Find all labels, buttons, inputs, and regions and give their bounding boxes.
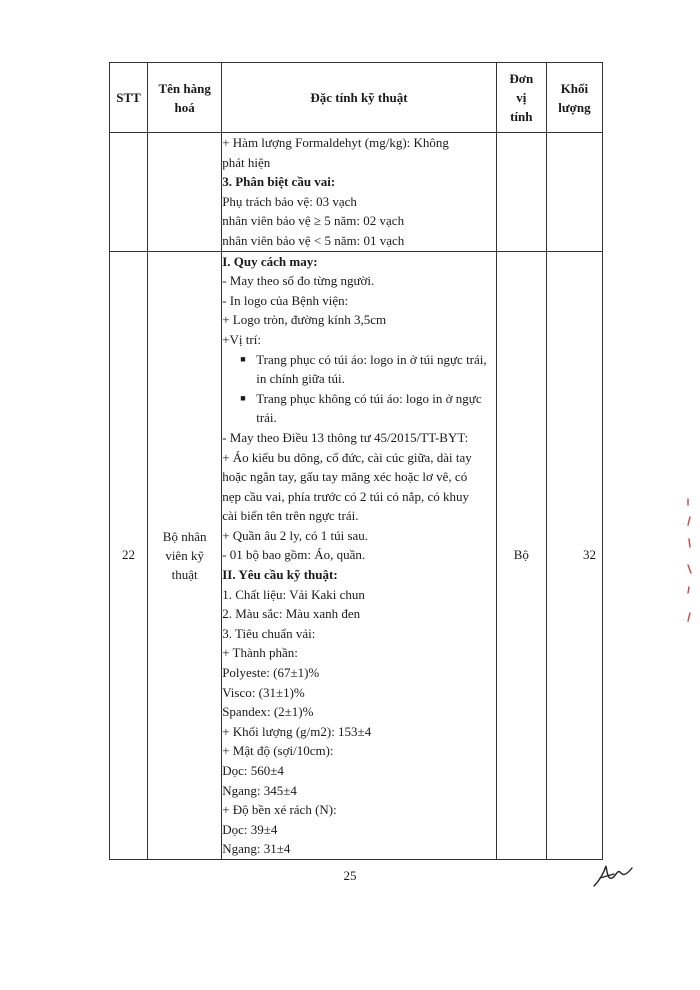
- spec-line: 3. Tiêu chuẩn vải:: [222, 625, 316, 641]
- header-unit: Đơn vị tính: [496, 63, 546, 133]
- spec-line: + Khối lượng (g/m2): 153±4: [222, 723, 372, 739]
- bullet-item: ■ Trang phục có túi áo: logo in ở túi ngực trái, in chính giữa túi.: [222, 350, 496, 389]
- spec-line: nẹp cầu vai, phía trước có 2 túi có nắp, có khuy: [222, 488, 469, 504]
- stt-cell: [110, 133, 148, 252]
- spec-line: nhân viên bảo vệ ≥ 5 năm: 02 vạch: [222, 213, 405, 229]
- spec-line: Polyeste: (67±1)%: [222, 665, 320, 681]
- bullet-item: ■ Trang phục không có túi áo: logo in ở ngực trái.: [222, 389, 496, 428]
- spec-line: + Mật độ (sợi/10cm):: [222, 743, 334, 759]
- spec-line: Visco: (31±1)%: [222, 684, 305, 700]
- spec-line: Spandex: (2±1)%: [222, 704, 314, 720]
- unit-cell: Bộ: [496, 251, 546, 859]
- spec-heading: II. Yêu cầu kỹ thuật:: [222, 567, 338, 583]
- spec-cell: [222, 251, 497, 859]
- item-name-cell: [148, 133, 222, 252]
- page-number: 25: [343, 868, 357, 883]
- header-stt: STT: [110, 63, 148, 133]
- spec-line: - May theo Điều 13 thông tư 45/2015/TT-BYT:: [222, 429, 469, 445]
- spec-line: Dọc: 39±4: [222, 821, 278, 837]
- spec-line: + Áo kiểu bu dông, cổ đức, cài cúc giữa, dài tay: [222, 449, 472, 465]
- spec-line: + Độ bền xé rách (N):: [222, 802, 337, 818]
- table-header-row: [110, 63, 603, 133]
- specification-table: [109, 62, 603, 860]
- spec-line: Ngang: 31±4: [222, 841, 291, 857]
- quantity-cell: 32: [546, 251, 602, 859]
- spec-line: - 01 bộ bao gồm: Áo, quần.: [222, 547, 366, 563]
- spec-line: + Hàm lượng Formaldehyt (mg/kg): Không: [222, 135, 449, 150]
- square-bullet-icon: ■: [240, 353, 246, 364]
- spec-line: cài biển tên trên ngực trái.: [222, 508, 359, 524]
- square-bullet-icon: ■: [240, 392, 246, 403]
- spec-cell: [222, 133, 497, 252]
- item-name-cell: Bộ nhân viên kỹ thuật: [148, 251, 222, 859]
- stamp-edge-icon: [676, 495, 696, 635]
- spec-line: nhân viên bảo vệ < 5 năm: 01 vạch: [222, 232, 405, 248]
- unit-cell: [496, 133, 546, 252]
- spec-line: - May theo số đo từng người.: [222, 273, 375, 289]
- header-specification: Đặc tính kỹ thuật: [222, 63, 497, 133]
- spec-line: phát hiện: [222, 154, 271, 170]
- signature-icon: [590, 858, 636, 892]
- header-item-name: Tên hàng hoá: [148, 63, 222, 133]
- spec-line: 1. Chất liệu: Vải Kaki chun: [222, 586, 365, 602]
- spec-line: 2. Màu sắc: Màu xanh đen: [222, 606, 361, 622]
- header-quantity: Khối lượng: [546, 63, 602, 133]
- quantity-cell: [546, 133, 602, 252]
- spec-line: + Logo tròn, đường kính 3,5cm: [222, 312, 387, 328]
- stt-cell: 22: [110, 251, 148, 859]
- spec-heading: 3. Phân biệt cầu vai:: [222, 174, 336, 190]
- spec-line: Dọc: 560±4: [222, 763, 284, 778]
- table-row: [110, 133, 603, 252]
- spec-heading: I. Quy cách may:: [222, 253, 318, 269]
- spec-line: - In logo của Bệnh viện:: [222, 292, 349, 308]
- spec-line: + Thành phần:: [222, 645, 298, 661]
- spec-line: hoặc ngắn tay, gấu tay măng xéc hoặc lơ vê, có: [222, 469, 468, 485]
- spec-line: + Quần âu 2 ly, có 1 túi sau.: [222, 527, 369, 543]
- spec-line: Ngang: 345±4: [222, 782, 297, 798]
- spec-line: Phụ trách bảo vệ: 03 vạch: [222, 193, 357, 209]
- spec-line: +Vị trí:: [222, 331, 261, 347]
- table-row: [110, 251, 603, 859]
